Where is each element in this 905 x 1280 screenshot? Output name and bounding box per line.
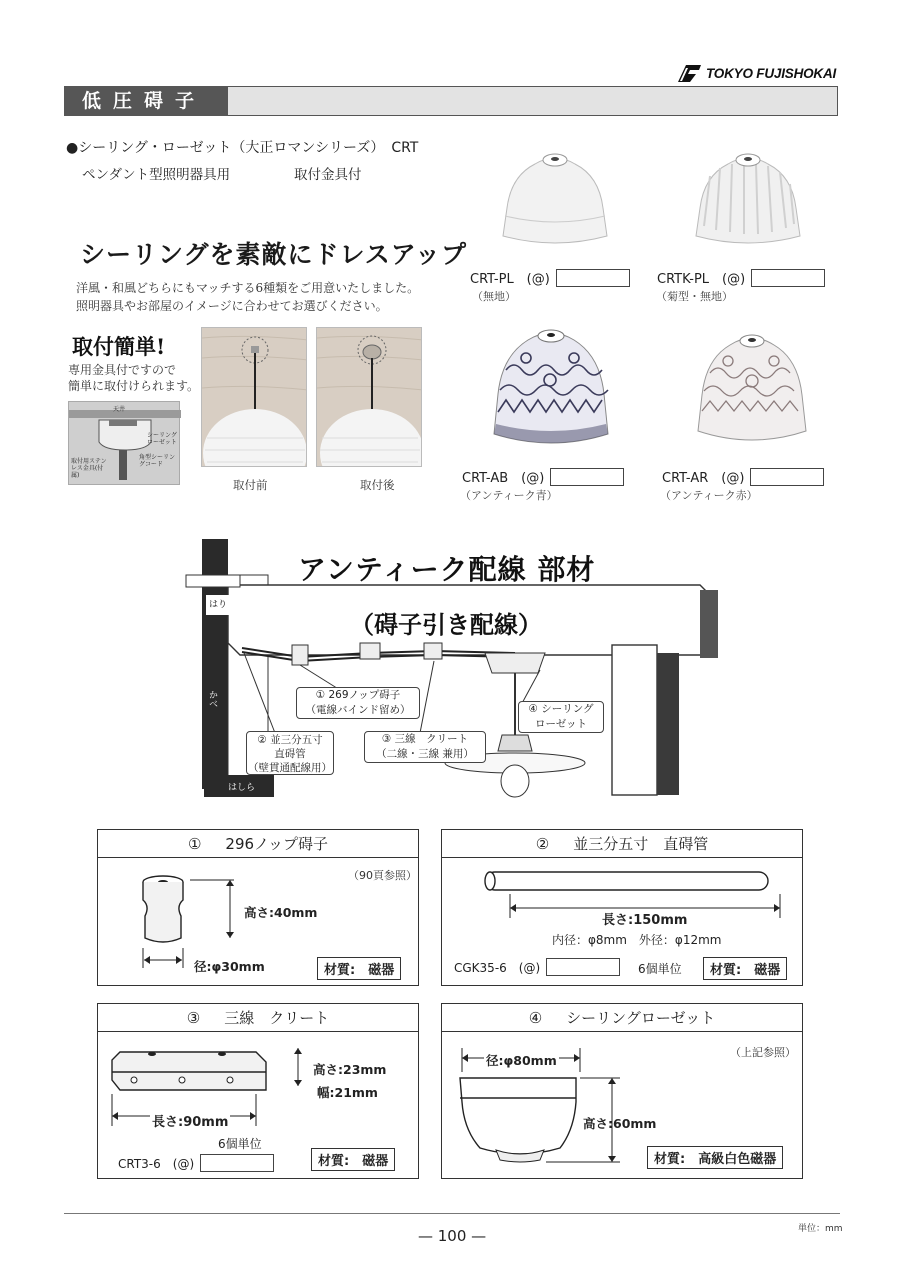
part-4-number: ④ xyxy=(528,1008,543,1027)
beam-label: はり xyxy=(206,595,230,615)
part-3-unit: 6個単位 xyxy=(218,1137,262,1151)
price-box xyxy=(751,269,825,287)
price-box xyxy=(556,269,630,287)
label-ceiling: 天井 xyxy=(113,406,126,413)
part-4-title: シーリングローゼット xyxy=(566,1009,716,1027)
item-crt-pl xyxy=(470,268,630,287)
part-1-title: 296ノップ碍子 xyxy=(225,835,329,853)
price-box xyxy=(200,1154,274,1172)
part-2-unit: 6個単位 xyxy=(638,962,682,976)
item-crt-ab xyxy=(462,467,624,486)
product-subheading-2: 取付金具付 xyxy=(294,167,362,183)
unit-note: 単位：mm xyxy=(798,1224,843,1234)
part-1-ref: （90頁参照） xyxy=(348,869,417,882)
callout-4-line-1: ④ シーリング xyxy=(528,703,594,715)
product-subheading: ペンダント型照明器具用 xyxy=(82,167,231,183)
callout-2-line-3: （壁貫通配線用） xyxy=(248,762,332,774)
brand-mark-icon xyxy=(676,62,702,84)
before-label: 取付前 xyxy=(233,478,268,492)
part-3-material: 材質: 磁器 xyxy=(311,1148,395,1171)
callout-1 xyxy=(296,687,420,719)
product-heading: ●シーリング・ローゼット（大正ロマンシリーズ） CRT xyxy=(66,140,419,156)
catch-copy: シーリングを素敵にドレスアップ xyxy=(80,240,468,269)
easy-desc-1: 専用金具付ですので xyxy=(68,363,177,377)
part-2-dims: 内径：φ8mm 外径：φ12mm xyxy=(552,933,722,947)
part-4-diameter: 径:φ80mm xyxy=(486,1053,557,1068)
product-image-crt-ar xyxy=(690,325,814,455)
part-2-title: 並三分五寸 直碍管 xyxy=(573,835,709,853)
part-4-header xyxy=(442,1004,802,1032)
item-crtk-pl xyxy=(657,268,825,287)
photo-before-image xyxy=(202,328,307,467)
antique-subtitle: （碍子引き配線） xyxy=(350,611,542,639)
part-2-header xyxy=(442,830,802,858)
page-number: — 100 — xyxy=(418,1227,487,1245)
callout-2 xyxy=(246,731,334,775)
part-2-length: 長さ:150mm xyxy=(600,909,689,928)
photo-after xyxy=(316,327,422,467)
part-2-material: 材質: 磁器 xyxy=(703,957,787,980)
part-2-code-row xyxy=(454,958,620,976)
product-image-crtk-pl xyxy=(688,146,808,256)
part-4-ref: （上記参照） xyxy=(730,1046,796,1059)
item-code: CRT-AR (@) xyxy=(662,471,745,486)
section-title: 低圧碍子 xyxy=(64,86,228,116)
install-diagram xyxy=(68,401,180,485)
part-2-number: ② xyxy=(535,834,550,853)
item-note: （無地） xyxy=(472,290,516,303)
callout-3 xyxy=(364,731,486,763)
label-cord: 角型シーリングコード xyxy=(139,454,176,468)
pillar-label: はしら xyxy=(228,783,256,793)
part-3-height: 高さ:23mm xyxy=(313,1062,387,1077)
footer-rule xyxy=(64,1213,840,1214)
callout-3-line-1: ③ 三線 クリート xyxy=(381,733,469,745)
part-4-material: 材質: 高級白色磁器 xyxy=(647,1146,783,1169)
callout-2-line-1: ② 並三分五寸 xyxy=(257,734,323,746)
brand-name: TOKYO FUJISHOKAI xyxy=(706,65,837,81)
part-1-diameter: 径:φ30mm xyxy=(194,959,265,974)
part-1-header xyxy=(98,830,418,858)
easy-title: 取付簡単! xyxy=(72,334,166,359)
part-1-material: 材質: 磁器 xyxy=(317,957,401,980)
part-2-code: CGK35-6 (@) xyxy=(454,960,541,975)
item-code: CRT-AB (@) xyxy=(462,471,545,486)
desc-line-2: 照明器具やお部屋のイメージに合わせてお選びください。 xyxy=(76,299,388,313)
callout-1-line-2: （電線バインド留め） xyxy=(305,704,411,716)
label-rosette: シーリングローゼット xyxy=(147,432,177,446)
callout-4-line-2: ローゼット xyxy=(534,718,588,730)
callout-2-line-2: 直碍管 xyxy=(274,748,306,760)
item-code: CRTK-PL (@) xyxy=(657,272,746,287)
part-3-code: CRT3-6 (@) xyxy=(118,1156,195,1171)
photo-after-image xyxy=(317,328,422,467)
photo-before xyxy=(201,327,307,467)
part-1-height: 高さ:40mm xyxy=(244,905,318,920)
wall-label: かべ xyxy=(207,690,217,708)
item-note: （アンティーク赤） xyxy=(660,489,758,502)
callout-1-line-1: ① 269ノップ碍子 xyxy=(315,689,401,701)
label-fitting: 取付用ステンレス金具(付属) xyxy=(71,458,107,479)
after-label: 取付後 xyxy=(360,478,395,492)
price-box xyxy=(750,468,824,486)
antique-title: アンティーク配線 部材 xyxy=(298,553,596,586)
item-crt-ar xyxy=(662,467,824,486)
part-3-code-row xyxy=(118,1154,274,1172)
desc-line-1: 洋風・和風どちらにもマッチする6種類をご用意いたしました。 xyxy=(76,281,420,295)
item-code: CRT-PL (@) xyxy=(470,272,550,287)
item-note: （菊型・無地） xyxy=(656,290,733,303)
price-box xyxy=(546,958,620,976)
part-3-header xyxy=(98,1004,418,1032)
part-3-width: 幅:21mm xyxy=(317,1085,378,1100)
part-3-title: 三線 クリート xyxy=(224,1009,330,1027)
part-3-number: ③ xyxy=(186,1008,201,1027)
callout-3-line-2: （二線・三線 兼用） xyxy=(376,748,474,760)
product-image-crt-ab xyxy=(486,320,616,460)
callout-4 xyxy=(518,701,604,733)
price-box xyxy=(550,468,624,486)
part-1-number: ① xyxy=(187,834,202,853)
part-3-length: 長さ:90mm xyxy=(150,1111,230,1130)
brand-logo xyxy=(676,60,842,86)
easy-desc-2: 簡単に取付けられます。 xyxy=(68,379,200,393)
part-4-height: 高さ:60mm xyxy=(583,1116,657,1131)
item-note: （アンティーク青） xyxy=(460,489,558,502)
product-image-crt-pl xyxy=(495,146,615,256)
